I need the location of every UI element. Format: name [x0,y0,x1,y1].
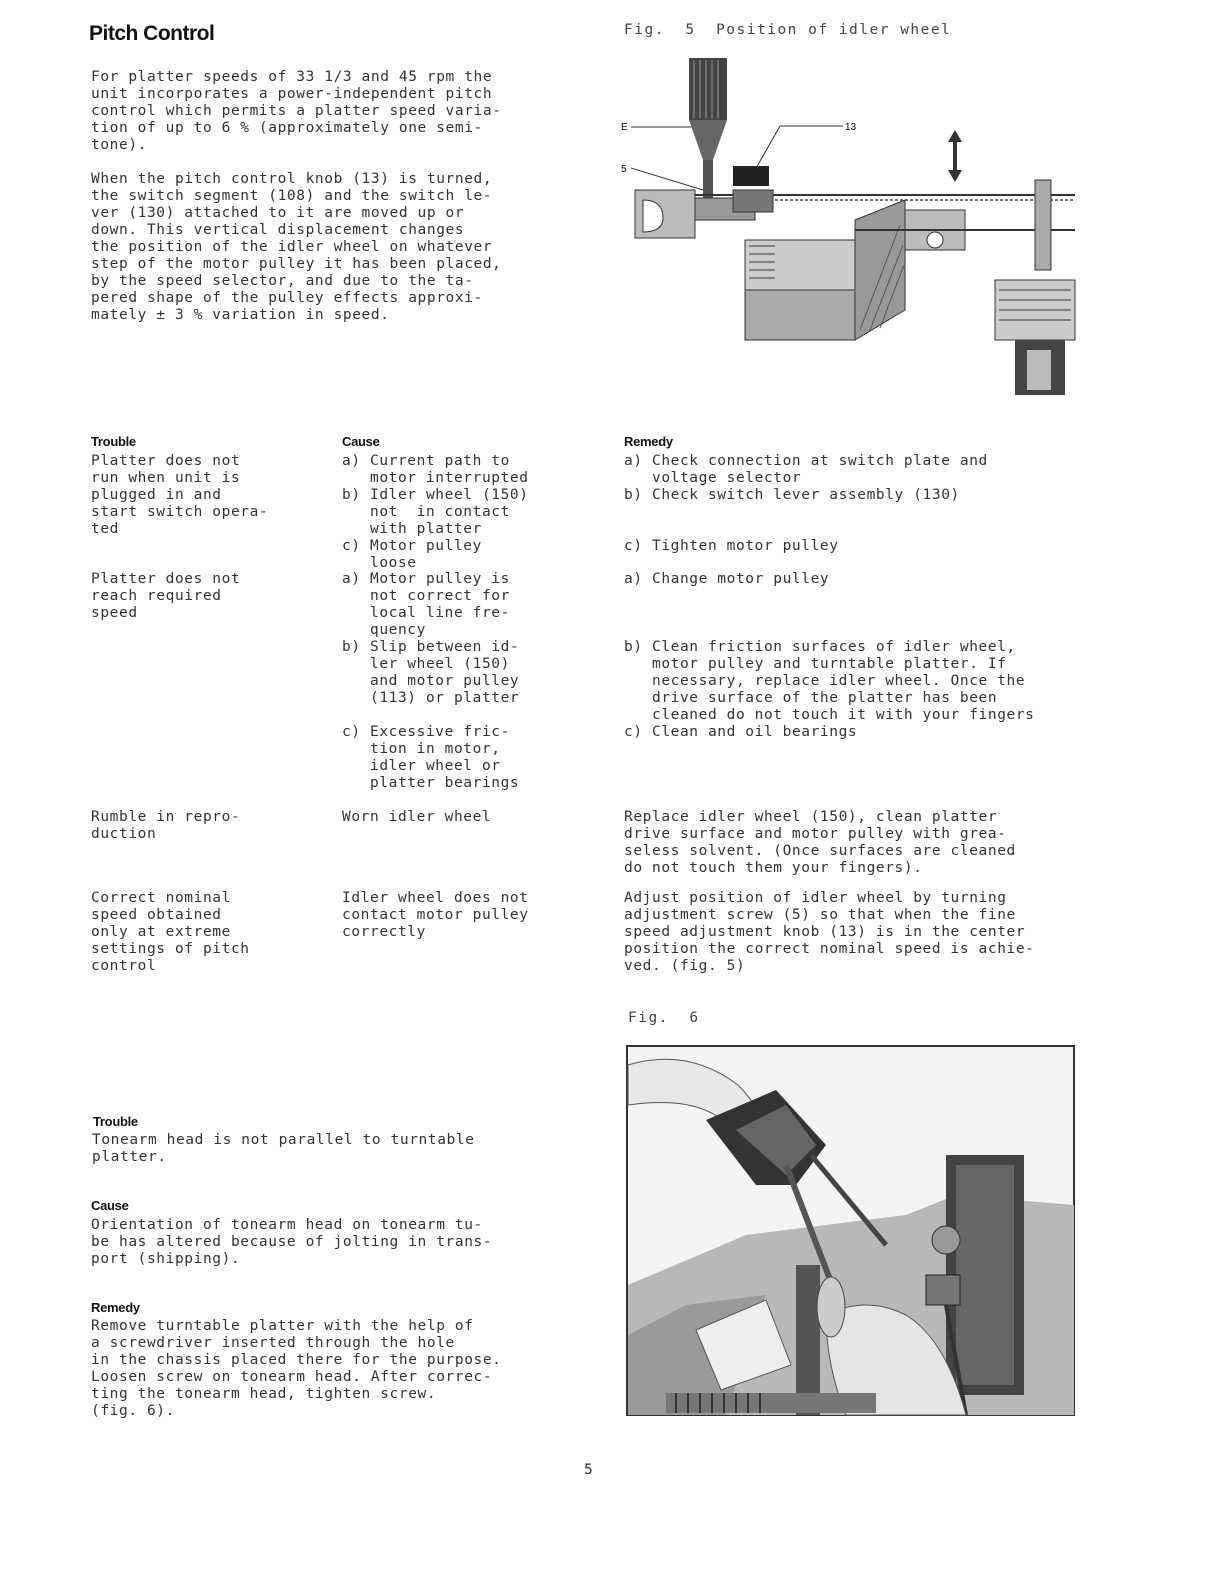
fig6-caption: Fig. 6 [628,1010,700,1026]
row2-cause: a) Motor pulley is not correct for local line fre- quency b) Slip between id- ler wheel (150) and motor pulley (113) or platter c) Excessive fric- tion in motor, idler wheel or platter bearings [342,571,520,791]
row2-trouble: Platter does not reach required speed [91,571,241,621]
row1-cause: a) Current path to motor interrupted b) Idler wheel (150) not in contact with platter c) Motor pulley loose [342,453,529,571]
tonearm-cause-heading: Cause [91,1198,129,1213]
row3-remedy: Replace idler wheel (150), clean platter drive surface and motor pulley with grea- seless solvent. (Once surfaces are cleaned do not touch them your fingers). [624,809,1016,876]
tonearm-trouble-heading: Trouble [93,1114,138,1129]
table-header-trouble: Trouble [91,434,136,449]
fig5-caption: Fig. 5 Position of idler wheel [624,22,952,38]
fig5-label-13: 13 [845,122,857,133]
table-header-cause: Cause [342,434,380,449]
fig5-idler-wheel-diagram [615,50,1085,400]
fig5-label-e: E [621,122,628,133]
tonearm-trouble-text: Tonearm head is not parallel to turntable platter. [92,1132,475,1165]
table-header-remedy: Remedy [624,434,673,449]
page-title: Pitch Control [89,22,215,45]
tonearm-remedy-heading: Remedy [91,1300,140,1315]
row4-trouble: Correct nominal speed obtained only at extreme settings of pitch control [91,890,250,974]
page-number: 5 [584,1462,594,1478]
tonearm-cause-text: Orientation of tonearm head on tonearm tu- be has altered because of jolting in trans- port (shipping). [91,1217,493,1267]
pitch-mechanism-paragraph: When the pitch control knob (13) is turned, the switch segment (108) and the switch le- ver (130) attached to it are moved up or down. This vertical displacement changes the position of the idler wheel on whatever step of the motor pulley it has been placed, by the speed selector, and due to the ta- pered shape of the pulley effects approxi- mately ± 3 % variation in speed. [91,171,502,323]
row2-remedy: a) Change motor pulley b) Clean friction surfaces of idler wheel, motor pulley and turntable platter. If necessary, replace idler wheel. Once the drive surface of the platter has been cleaned do not touch it with your fingers c) Clean and oil bearings [624,571,1035,740]
tonearm-remedy-text: Remove turntable platter with the help of a screwdriver inserted through the hole in the chassis placed there for the purpose. Loosen screw on tonearm head. After correc- ting the tonearm head, tighten screw. (fig. 6). [91,1318,502,1419]
row4-remedy: Adjust position of idler wheel by turning adjustment screw (5) so that when the fine speed adjustment knob (13) is in the center position the correct nominal speed is achie- ved. (fig. 5) [624,890,1035,974]
fig5-label-5: 5 [621,164,627,175]
row1-trouble: Platter does not run when unit is plugged in and start switch opera- ted [91,453,269,537]
row3-cause: Worn idler wheel [342,809,492,825]
fig6-tonearm-adjustment-photo [626,1045,1076,1417]
row3-trouble: Rumble in repro- duction [91,809,241,842]
row1-remedy: a) Check connection at switch plate and voltage selector b) Check switch lever assembly (130) c) Tighten motor pulley [624,453,988,554]
pitch-intro-paragraph: For platter speeds of 33 1/3 and 45 rpm the unit incorporates a power-independent pitch control which permits a platter speed varia- tion of up to 6 % (approximately one semi- tone). [91,69,502,153]
row4-cause: Idler wheel does not contact motor pulley correctly [342,890,529,940]
